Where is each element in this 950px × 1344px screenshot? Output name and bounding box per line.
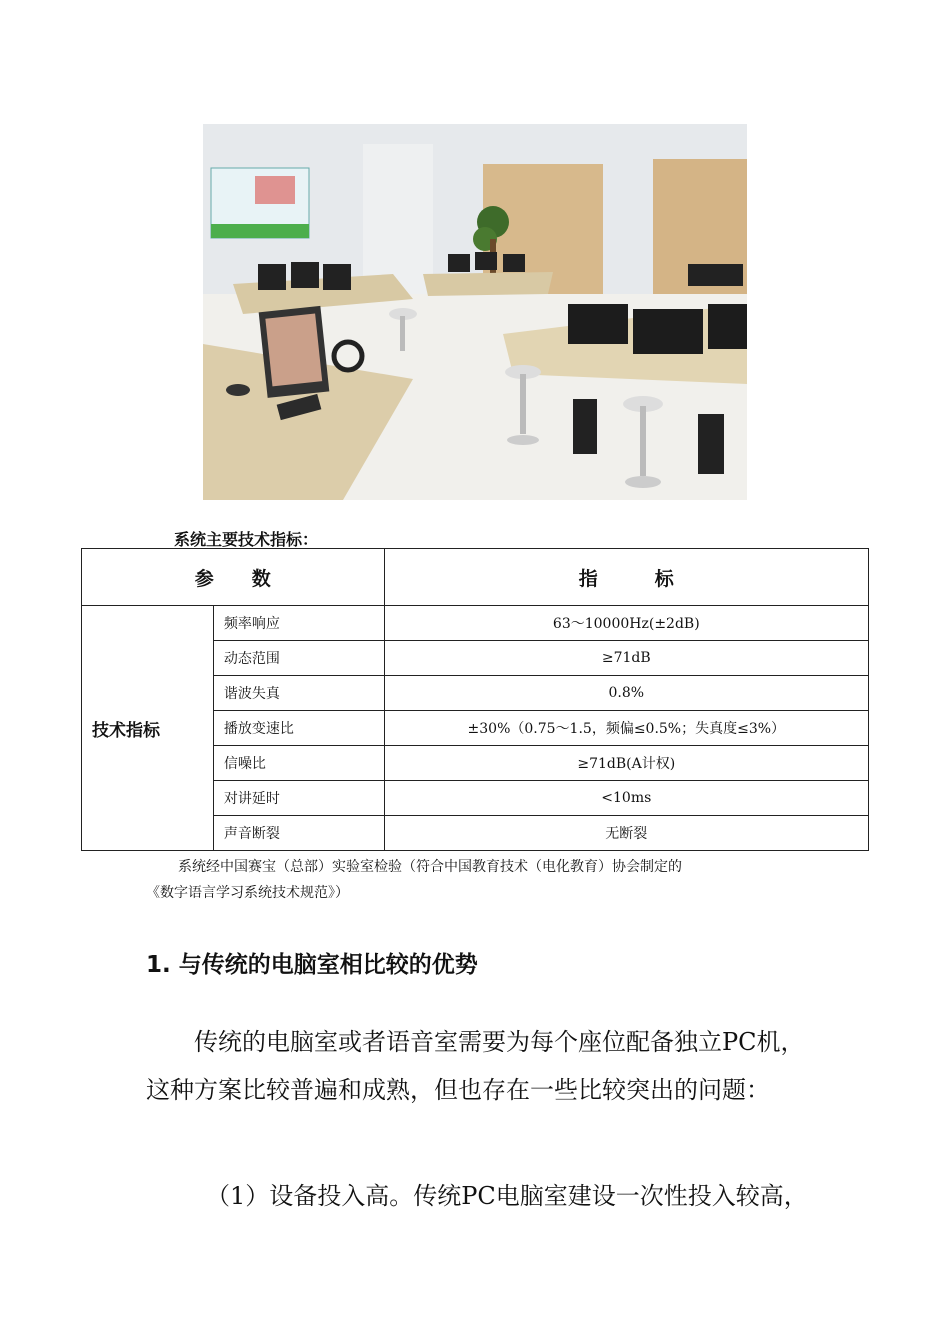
group-label: 技术指标 [82,606,214,851]
body-paragraph: （1）设备投入高。传统PC电脑室建设一次性投入较高， [206,1182,808,1210]
param-cell: 信噪比 [213,746,384,781]
value-cell: <10ms [384,781,868,816]
certification-note-line1: 系统经中国赛宝（总部）实验室检验（符合中国教育技术（电化教育）协会制定的 [178,859,682,875]
param-cell: 频率响应 [213,606,384,641]
table-caption: 系统主要技术指标： [174,530,319,549]
value-cell: ≥71dB [384,641,868,676]
value-cell: ±30%（0.75～1.5，频偏≤0.5%；失真度≤3%） [384,711,868,746]
body-paragraph: 传统的电脑室或者语音室需要为每个座位配备独立PC机，这种方案比较普遍和成熟，但也存在一些比较突出的问题： [146,1028,805,1104]
param-cell: 播放变速比 [213,711,384,746]
value-cell: 无断裂 [384,816,868,851]
table-row [82,606,869,641]
param-cell: 动态范围 [213,641,384,676]
value-cell: 0.8% [384,676,868,711]
classroom-illustration [203,124,747,500]
value-cell: 63～10000Hz(±2dB) [384,606,868,641]
spec-table [81,548,869,851]
value-cell: ≥71dB(A计权) [384,746,868,781]
table-header-row [82,549,869,606]
header-param: 参 数 [82,549,385,606]
param-cell: 声音断裂 [213,816,384,851]
param-cell: 谐波失真 [213,676,384,711]
classroom-photo [203,124,747,500]
section-heading: 1. 与传统的电脑室相比较的优势 [146,952,478,978]
header-value: 指 标 [384,549,868,606]
param-cell: 对讲延时 [213,781,384,816]
certification-note-line2: 《数字语言学习系统技术规范》） [146,885,349,901]
